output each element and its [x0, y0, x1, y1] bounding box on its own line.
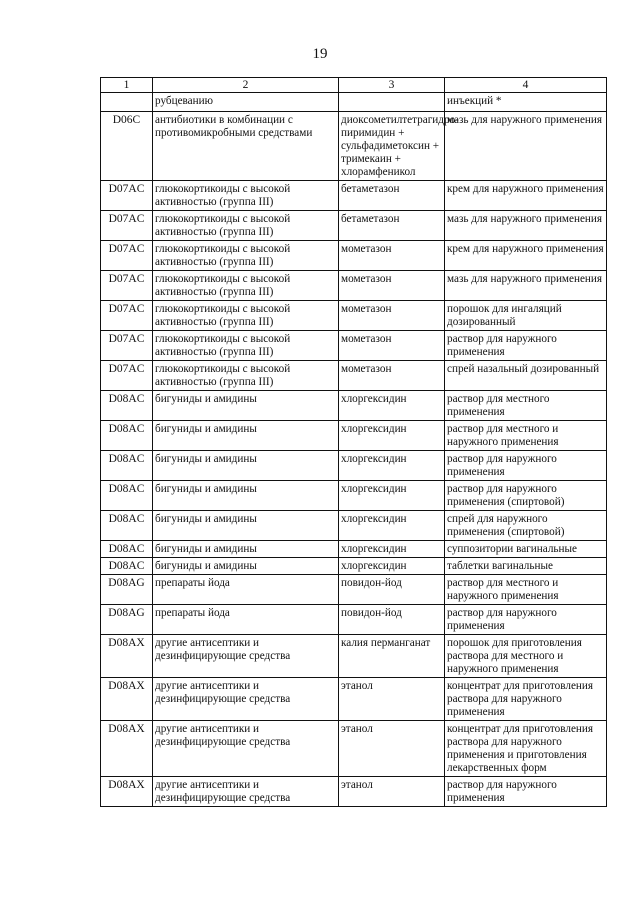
group-cell: другие антисептики и дезинфицирующие средства — [153, 635, 339, 678]
code-cell: D07AC — [101, 361, 153, 391]
table-row — [101, 421, 607, 451]
column-header: 3 — [339, 78, 445, 93]
form-cell: концентрат для приготовления раствора для наружного применения — [445, 678, 607, 721]
substance-cell: бетаметазон — [339, 211, 445, 241]
table-row — [101, 635, 607, 678]
table-row — [101, 112, 607, 181]
group-cell: бигуниды и амидины — [153, 421, 339, 451]
page-number: 19 — [312, 46, 328, 62]
code-cell: D08AX — [101, 721, 153, 777]
form-cell: мазь для наружного применения — [445, 112, 607, 181]
substance-cell: хлоргексидин — [339, 558, 445, 575]
table-row — [101, 605, 607, 635]
substance-cell: повидон-йод — [339, 605, 445, 635]
form-cell: раствор для наружного применения — [445, 605, 607, 635]
table-row — [101, 241, 607, 271]
form-cell: мазь для наружного применения — [445, 211, 607, 241]
substance-cell: мометазон — [339, 241, 445, 271]
code-cell: D08AX — [101, 777, 153, 807]
table-row — [101, 211, 607, 241]
form-cell: раствор для местного и наружного применения — [445, 421, 607, 451]
form-cell: спрей для наружного применения (спиртовой) — [445, 511, 607, 541]
group-cell: глюкокортикоиды с высокой активностью (группа III) — [153, 271, 339, 301]
table-row — [101, 777, 607, 807]
substance-cell: хлоргексидин — [339, 541, 445, 558]
form-cell: спрей назальный дозированный — [445, 361, 607, 391]
code-cell: D06C — [101, 112, 153, 181]
code-cell: D07AC — [101, 271, 153, 301]
table-row — [101, 541, 607, 558]
group-cell: рубцеванию — [153, 93, 339, 112]
code-cell: D07AC — [101, 211, 153, 241]
group-cell: другие антисептики и дезинфицирующие средства — [153, 678, 339, 721]
form-cell: инъекций * — [445, 93, 607, 112]
code-cell — [101, 93, 153, 112]
form-cell: крем для наружного применения — [445, 241, 607, 271]
form-cell: концентрат для приготовления раствора для наружного применения и приготовления лекарственных форм — [445, 721, 607, 777]
form-cell: мазь для наружного применения — [445, 271, 607, 301]
code-cell: D08AG — [101, 575, 153, 605]
table-row — [101, 558, 607, 575]
code-cell: D07AC — [101, 331, 153, 361]
code-cell: D08AC — [101, 558, 153, 575]
column-header: 2 — [153, 78, 339, 93]
group-cell: препараты йода — [153, 605, 339, 635]
substance-cell: этанол — [339, 678, 445, 721]
substance-cell: хлоргексидин — [339, 421, 445, 451]
group-cell: бигуниды и амидины — [153, 451, 339, 481]
form-cell: раствор для наружного применения — [445, 777, 607, 807]
substance-cell: мометазон — [339, 361, 445, 391]
substance-cell: хлоргексидин — [339, 511, 445, 541]
code-cell: D08AG — [101, 605, 153, 635]
form-cell: раствор для наружного применения — [445, 451, 607, 481]
substance-cell: этанол — [339, 777, 445, 807]
table-row — [101, 331, 607, 361]
group-cell: бигуниды и амидины — [153, 391, 339, 421]
code-cell: D08AC — [101, 481, 153, 511]
medicines-table — [100, 77, 607, 807]
group-cell: бигуниды и амидины — [153, 481, 339, 511]
table-row — [101, 181, 607, 211]
code-cell: D08AC — [101, 421, 153, 451]
code-cell: D07AC — [101, 241, 153, 271]
table-row — [101, 678, 607, 721]
group-cell: бигуниды и амидины — [153, 541, 339, 558]
form-cell: таблетки вагинальные — [445, 558, 607, 575]
substance-cell: мометазон — [339, 301, 445, 331]
table-body — [101, 93, 607, 807]
group-cell: препараты йода — [153, 575, 339, 605]
table-row — [101, 511, 607, 541]
group-cell: глюкокортикоиды с высокой активностью (группа III) — [153, 211, 339, 241]
group-cell: другие антисептики и дезинфицирующие средства — [153, 777, 339, 807]
form-cell: порошок для приготовления раствора для местного и наружного применения — [445, 635, 607, 678]
code-cell: D07AC — [101, 301, 153, 331]
table-row — [101, 271, 607, 301]
column-header: 4 — [445, 78, 607, 93]
code-cell: D08AC — [101, 391, 153, 421]
substance-cell: мометазон — [339, 271, 445, 301]
code-cell: D08AX — [101, 678, 153, 721]
substance-cell — [339, 93, 445, 112]
form-cell: раствор для местного применения — [445, 391, 607, 421]
substance-cell: повидон-йод — [339, 575, 445, 605]
substance-cell: бетаметазон — [339, 181, 445, 211]
group-cell: глюкокортикоиды с высокой активностью (группа III) — [153, 361, 339, 391]
table-row — [101, 391, 607, 421]
form-cell: крем для наружного применения — [445, 181, 607, 211]
group-cell: бигуниды и амидины — [153, 511, 339, 541]
substance-cell: хлоргексидин — [339, 451, 445, 481]
group-cell: глюкокортикоиды с высокой активностью (группа III) — [153, 301, 339, 331]
table-row — [101, 481, 607, 511]
table-header-row — [101, 78, 607, 93]
code-cell: D08AC — [101, 511, 153, 541]
substance-cell: хлоргексидин — [339, 391, 445, 421]
form-cell: порошок для ингаляций дозированный — [445, 301, 607, 331]
table-row — [101, 451, 607, 481]
substance-cell: калия перманганат — [339, 635, 445, 678]
table-row — [101, 301, 607, 331]
group-cell: глюкокортикоиды с высокой активностью (группа III) — [153, 181, 339, 211]
table-row — [101, 361, 607, 391]
continuation-row — [101, 93, 607, 112]
code-cell: D08AC — [101, 451, 153, 481]
group-cell: бигуниды и амидины — [153, 558, 339, 575]
code-cell: D08AC — [101, 541, 153, 558]
form-cell: суппозитории вагинальные — [445, 541, 607, 558]
form-cell: раствор для наружного применения (спиртовой) — [445, 481, 607, 511]
code-cell: D07AC — [101, 181, 153, 211]
substance-cell: хлоргексидин — [339, 481, 445, 511]
substance-cell: этанол — [339, 721, 445, 777]
form-cell: раствор для местного и наружного применения — [445, 575, 607, 605]
group-cell: антибиотики в комбинации с противомикробными средствами — [153, 112, 339, 181]
group-cell: глюкокортикоиды с высокой активностью (группа III) — [153, 331, 339, 361]
table-row — [101, 721, 607, 777]
code-cell: D08AX — [101, 635, 153, 678]
substance-cell: диоксометилтетрагидро-пиримидин + сульфадиметоксин + тримекаин + хлорамфеникол — [339, 112, 445, 181]
column-header: 1 — [101, 78, 153, 93]
table-row — [101, 575, 607, 605]
form-cell: раствор для наружного применения — [445, 331, 607, 361]
group-cell: другие антисептики и дезинфицирующие средства — [153, 721, 339, 777]
group-cell: глюкокортикоиды с высокой активностью (группа III) — [153, 241, 339, 271]
substance-cell: мометазон — [339, 331, 445, 361]
